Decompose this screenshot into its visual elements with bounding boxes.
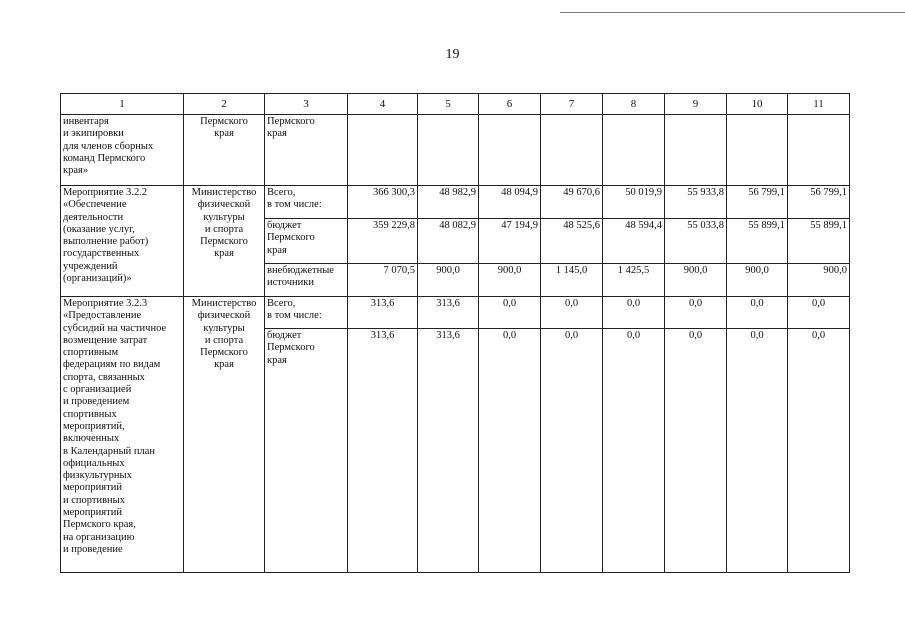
source-cell: бюджет Пермского края [265,219,348,264]
header-row [61,94,850,115]
value-cell: 900,0 [788,264,850,297]
value-cell: 55 899,1 [788,219,850,264]
value-cell: 0,0 [479,329,541,573]
source-cell: Всего, в том числе: [265,186,348,219]
source-cell: Пермского края [265,115,348,186]
source-cell: Всего, в том числе: [265,297,348,329]
value-cell: 0,0 [788,297,850,329]
executor-cell: Министерство физической культуры и спорта Пермского края [184,297,265,573]
page-number: 19 [445,47,460,62]
header-cell: 6 [479,94,541,115]
value-cell: 1 425,5 [603,264,665,297]
value-cell: 1 145,0 [541,264,603,297]
header-cell: 4 [348,94,418,115]
value-cell: 0,0 [541,329,603,573]
activity-cell: Мероприятие 3.2.2 «Обеспечение деятельности (оказание услуг, выполнение работ) государственных учреждений (организаций)» [61,186,184,297]
value-cell: 900,0 [727,264,788,297]
value-cell: 313,6 [418,329,479,573]
value-cell: 0,0 [603,329,665,573]
value-cell: 55 899,1 [727,219,788,264]
scan-edge-line [560,12,905,13]
value-cell: 0,0 [479,297,541,329]
activity-cell: инвентаря и экипировки для членов сборных команд Пермского края» [61,115,184,186]
value-cell: 0,0 [665,297,727,329]
value-cell: 359 229,8 [348,219,418,264]
value-cell: 0,0 [788,329,850,573]
source-cell: внебюджетные источники [265,264,348,297]
executor-cell: Пермского края [184,115,265,186]
value-cell: 48 982,9 [418,186,479,219]
header-cell: 10 [727,94,788,115]
value-cell: 50 019,9 [603,186,665,219]
value-cell: 48 525,6 [541,219,603,264]
value-cell: 900,0 [479,264,541,297]
value-cell: 49 670,6 [541,186,603,219]
table-row [61,297,850,329]
value-cell: 55 033,8 [665,219,727,264]
value-cell: 0,0 [603,297,665,329]
header-cell: 2 [184,94,265,115]
value-cell: 47 194,9 [479,219,541,264]
header-cell: 1 [61,94,184,115]
header-cell: 5 [418,94,479,115]
value-cell: 313,6 [348,329,418,573]
value-cell: 56 799,1 [727,186,788,219]
value-cell: 55 933,8 [665,186,727,219]
value-cell: 48 094,9 [479,186,541,219]
source-cell: бюджет Пермского края [265,329,348,573]
budget-table [60,93,850,573]
value-cell: 0,0 [541,297,603,329]
value-cell: 313,6 [348,297,418,329]
header-cell: 7 [541,94,603,115]
table-row [61,186,850,219]
activity-cell: Мероприятие 3.2.3 «Предоставление субсидий на частичное возмещение затрат спортивным федерациям по видам спорта, связанных с организацией и проведением спортивных мероприятий, включенных в Календарный план официальных физкультурных мероприятий и спортивных мероприятий Пермского края, на организацию и проведение [61,297,184,573]
value-cell: 0,0 [727,329,788,573]
value-cell: 366 300,3 [348,186,418,219]
value-cell: 48 594,4 [603,219,665,264]
header-cell: 3 [265,94,348,115]
value-cell: 313,6 [418,297,479,329]
header-cell: 11 [788,94,850,115]
value-cell: 0,0 [727,297,788,329]
value-cell: 56 799,1 [788,186,850,219]
value-cell: 900,0 [418,264,479,297]
value-cell: 48 082,9 [418,219,479,264]
value-cell: 0,0 [665,329,727,573]
value-cell: 900,0 [665,264,727,297]
executor-cell: Министерство физической культуры и спорта Пермского края [184,186,265,297]
header-cell: 9 [665,94,727,115]
header-cell: 8 [603,94,665,115]
value-cell: 7 070,5 [348,264,418,297]
table-row [61,115,850,186]
